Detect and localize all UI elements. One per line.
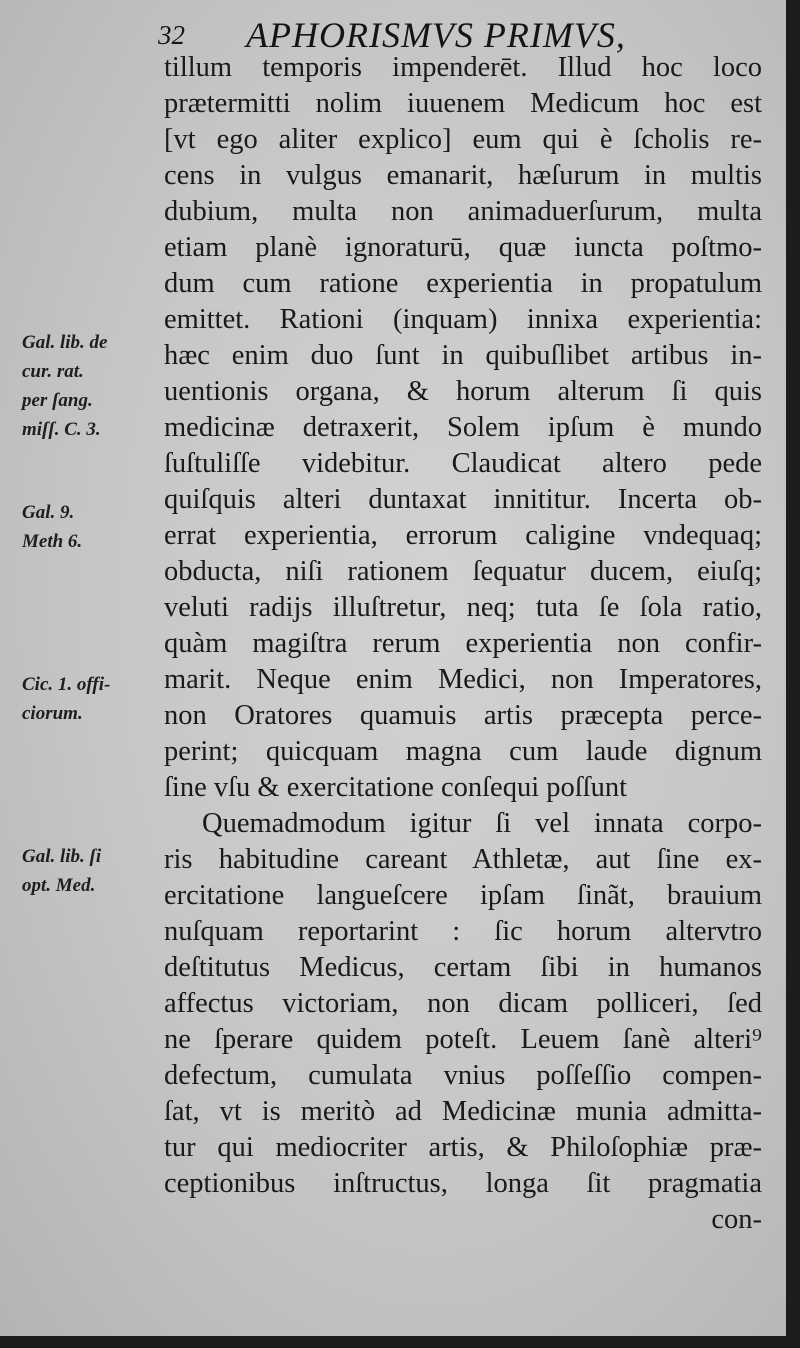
margin-note: [22, 498, 158, 556]
margin-note-line: opt. Med.: [22, 875, 96, 896]
text-line: veluti radijs illuſtretur, neq; tuta ſe ſola ratio,: [164, 592, 762, 623]
margin-note: [22, 670, 158, 728]
text-line: quàm magiſtra rerum experientia non confir-: [164, 628, 762, 659]
text-line: ſat, vt is meritò ad Medicinæ munia admitta-: [164, 1096, 762, 1127]
text-line: ſine vſu & exercitatione conſequi poſſunt: [164, 772, 627, 803]
text-line: nuſquam reportarint : ſic horum altervtro: [164, 916, 762, 947]
text-line: non Oratores quamuis artis præcepta perce-: [164, 700, 762, 731]
text-line: marit. Neque enim Medici, non Imperatores,: [164, 664, 762, 695]
text-line: tillum temporis impenderēt. Illud hoc loco: [164, 52, 762, 83]
text-line: hæc enim duo ſunt in quibuſlibet artibus in-: [164, 340, 762, 371]
text-line: obducta, niſi rationem ſequatur ducem, eiuſq;: [164, 556, 762, 587]
text-line: medicinæ detraxerit, Solem ipſum è mundo: [164, 412, 762, 443]
margin-note: [22, 328, 158, 444]
text-line: tur qui mediocriter artis, & Philoſophiæ præ-: [164, 1132, 762, 1163]
margin-note-line: Gal. 9.: [22, 502, 75, 523]
margin-note-line: per ſang.: [22, 390, 93, 411]
text-line: Quemadmodum igitur ſi vel innata corpo-: [202, 808, 762, 839]
text-line: defectum, cumulata vnius poſſeſſio compen-: [164, 1060, 762, 1091]
margin-note-line: cur. rat.: [22, 361, 84, 382]
margin-note: [22, 842, 158, 900]
text-line: errat experientia, errorum caligine vndequaq;: [164, 520, 762, 551]
text-line: perint; quicquam magna cum laude dignum: [164, 736, 762, 767]
running-head: APHORISMVS PRIMVS,: [246, 15, 626, 55]
text-line: ceptionibus inſtructus, longa ſit pragmatia: [164, 1168, 762, 1199]
text-line: cens in vulgus emanarit, hæſurum in multis: [164, 160, 762, 191]
catchword: con-: [711, 1204, 762, 1235]
page-number: 32: [158, 20, 185, 50]
text-line: dubium, multa non animaduerſurum, multa: [164, 196, 762, 227]
text-line: dum cum ratione experientia in propatulum: [164, 268, 762, 299]
text-line: uentionis organa, & horum alterum ſi quis: [164, 376, 762, 407]
text-line: prætermitti nolim iuuenem Medicum hoc est: [164, 88, 762, 119]
margin-note-line: Cic. 1. offi-: [22, 674, 111, 695]
text-line: [vt ego aliter explico] eum qui è ſcholis re-: [164, 124, 762, 155]
text-line: ſuſtuliſſe videbitur. Claudicat altero pede: [164, 448, 762, 479]
text-line: quiſquis alteri duntaxat innititur. Incerta ob-: [164, 484, 762, 515]
text-line: ercitatione langueſcere ipſam ſinãt, brauium: [164, 880, 762, 911]
page-header: [158, 14, 678, 54]
text-line: etiam planè ignoraturū, quæ iuncta poſtmo-: [164, 232, 762, 263]
margin-note-line: ciorum.: [22, 703, 83, 724]
text-line: affectus victoriam, non dicam polliceri, ſed: [164, 988, 762, 1019]
margin-note-line: miſſ. C. 3.: [22, 419, 101, 440]
text-line: ne ſperare quidem poteſt. Leuem ſanè alteri⁹: [164, 1024, 762, 1055]
text-line: deſtitutus Medicus, certam ſibi in humanos: [164, 952, 762, 983]
margin-note-line: Gal. lib. de: [22, 332, 108, 353]
margin-note-line: Gal. lib. ſi: [22, 846, 102, 867]
margin-note-line: Meth 6.: [22, 531, 83, 552]
text-line: ris habitudine careant Athletæ, aut ſine ex-: [164, 844, 762, 875]
text-line: emittet. Rationi (inquam) innixa experientia:: [164, 304, 762, 335]
